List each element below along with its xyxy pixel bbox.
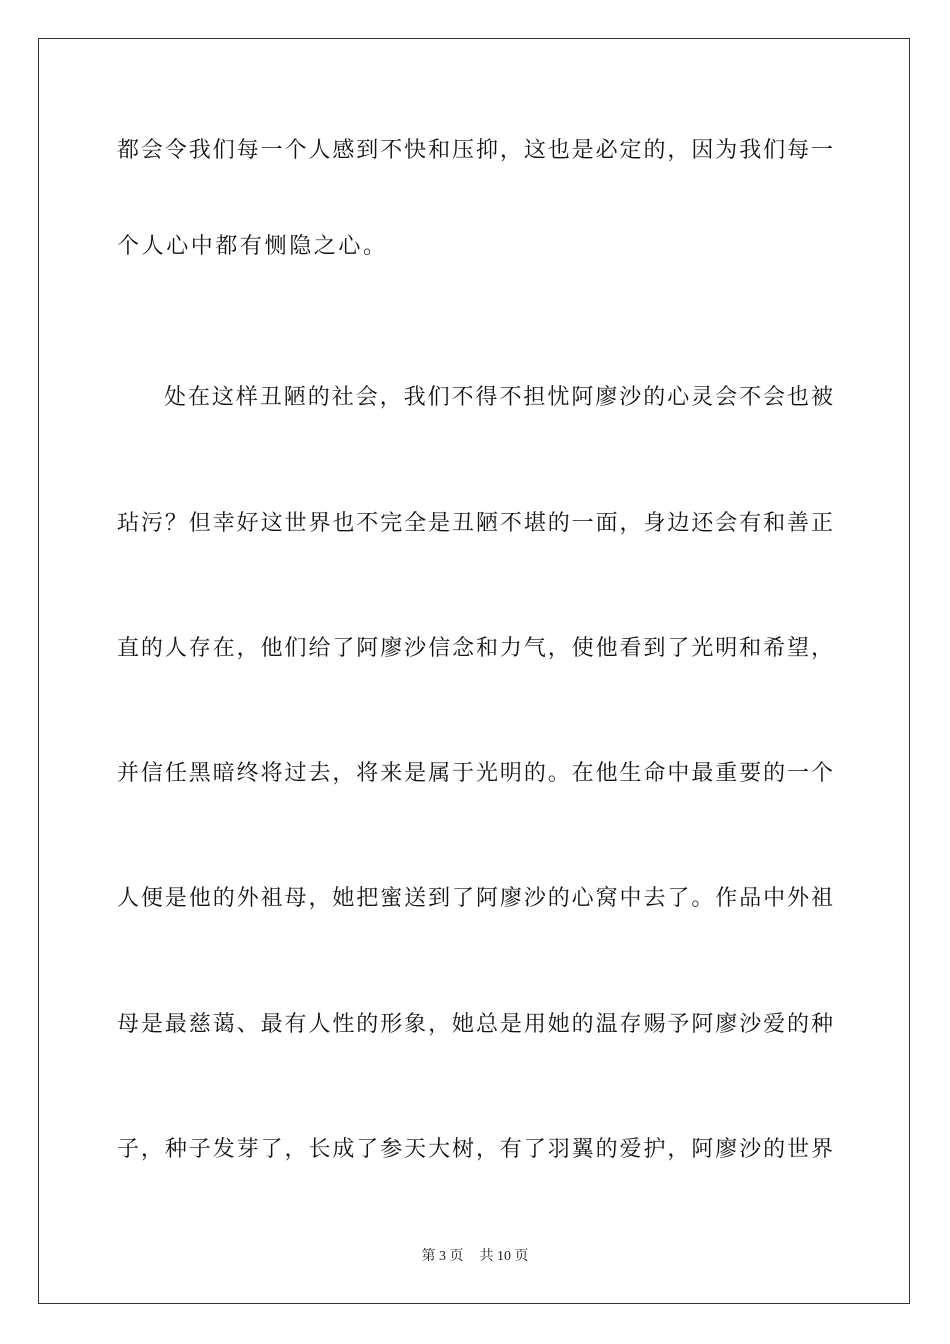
body-text-line: 人便是他的外祖母，她把蜜送到了阿廖沙的心窝中去了。作品中外祖 [117, 886, 833, 911]
body-text-line: 玷污？但幸好这世界也不完全是丑陋不堪的一面，身边还会有和善正 [117, 511, 833, 536]
page-border [38, 38, 910, 1304]
page-total: 共 10 页 [479, 1249, 529, 1264]
body-text-line: 直的人存在，他们给了阿廖沙信念和力气，使他看到了光明和希望， [117, 636, 833, 661]
body-text-line: 子，种子发芽了，长成了参天大树，有了羽翼的爱护，阿廖沙的世界 [117, 1137, 833, 1162]
body-text-line: 处在这样丑陋的社会，我们不得不担忧阿廖沙的心灵会不会也被 [164, 385, 833, 410]
body-text-line: 个人心中都有恻隐之心。 [117, 234, 388, 259]
body-text-line: 并信任黑暗终将过去，将来是属于光明的。在他生命中最重要的一个 [117, 761, 833, 786]
page-number: 第 3 页 [421, 1249, 464, 1264]
body-text-line: 都会令我们每一个人感到不快和压抑，这也是必定的，因为我们每一 [117, 138, 833, 163]
body-text-line: 母是最慈蔼、最有人性的形象，她总是用她的温存赐予阿廖沙爱的种 [117, 1012, 833, 1037]
page-footer [0, 1247, 950, 1267]
